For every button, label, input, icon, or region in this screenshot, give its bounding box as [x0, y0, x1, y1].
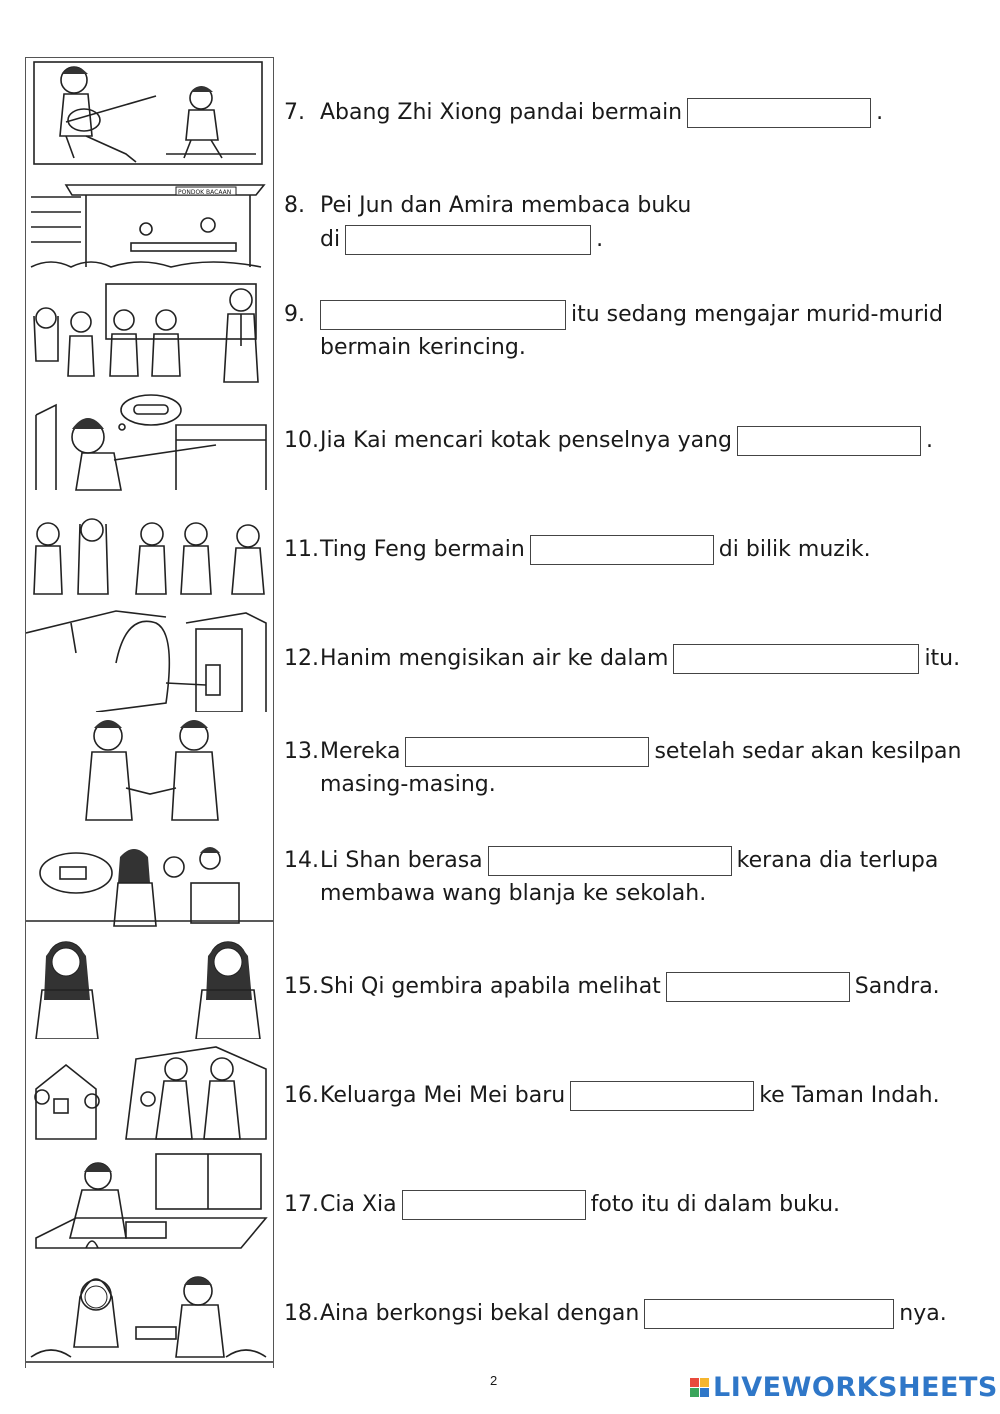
moving-house-icon [26, 1039, 273, 1149]
question-text: Li Shan berasa [320, 848, 483, 873]
question-text: Keluarga Mei Mei baru [320, 1083, 566, 1108]
sharing-food-icon [26, 1257, 273, 1368]
answer-box[interactable] [673, 644, 919, 674]
question-number: 17. [284, 1192, 319, 1217]
question-number: 18. [284, 1301, 319, 1326]
question-text: . [926, 428, 933, 453]
answer-box[interactable] [402, 1190, 586, 1220]
answer-box[interactable] [737, 426, 921, 456]
question-13 [284, 735, 961, 801]
question-text: . [876, 100, 884, 125]
question-7 [284, 96, 883, 129]
question-text: Jia Kai mencari kotak penselnya yang [320, 428, 732, 453]
handshake-icon [26, 712, 273, 822]
question-16 [284, 1079, 940, 1112]
teacher-class-icon [26, 276, 273, 386]
answer-box[interactable] [570, 1081, 754, 1111]
question-number: 16. [284, 1083, 319, 1108]
question-text: Mereka [320, 739, 401, 764]
question-text-line2: masing-masing. [320, 772, 496, 797]
music-room-icon [26, 494, 273, 604]
question-number: 11. [284, 537, 319, 562]
question-text: Ting Feng bermain [320, 537, 525, 562]
question-number: 15. [284, 974, 319, 999]
question-8-line2 [284, 223, 603, 256]
question-text-line2: membawa wang blanja ke sekolah. [320, 881, 707, 906]
answer-box[interactable] [345, 225, 591, 255]
logo-grid-icon [690, 1378, 709, 1397]
question-number: 12. [284, 646, 319, 671]
answer-box[interactable] [405, 737, 649, 767]
question-text: kerana dia terlupa [736, 848, 939, 873]
girl-desk-icon [26, 1148, 273, 1258]
question-text: itu. [924, 646, 961, 671]
boy-guitar-icon [26, 58, 273, 168]
question-14 [284, 844, 938, 910]
question-text: Abang Zhi Xiong pandai bermain [320, 100, 683, 125]
question-text: di bilik muzik. [718, 537, 871, 562]
hut-sign: PONDOK BACAAN [178, 189, 232, 196]
answer-box[interactable] [488, 846, 732, 876]
question-text-line2: bermain kerincing. [320, 335, 526, 360]
question-text: Cia Xia [320, 1192, 397, 1217]
illustration-column [25, 57, 274, 1368]
question-9 [284, 298, 943, 364]
question-11 [284, 533, 871, 566]
question-text: di [320, 227, 341, 252]
question-number: 10. [284, 428, 319, 453]
question-10 [284, 424, 933, 457]
answer-box[interactable] [320, 300, 566, 330]
liveworksheets-logo[interactable] [690, 1372, 998, 1403]
question-text: Shi Qi gembira apabila melihat [320, 974, 661, 999]
question-12 [284, 642, 960, 675]
question-number: 13. [284, 739, 319, 764]
page-number: 2 [490, 1373, 498, 1388]
question-text: itu sedang mengajar murid-murid [571, 302, 943, 327]
worried-girl-icon [26, 821, 273, 931]
two-girls-icon [26, 930, 273, 1040]
brand-name: LIVEWORKSHEETS [713, 1372, 998, 1403]
question-text: ke Taman Indah. [759, 1083, 940, 1108]
answer-box[interactable] [687, 98, 871, 128]
question-text: Pei Jun dan Amira membaca buku [320, 193, 692, 218]
question-text: Aina berkongsi bekal dengan [320, 1301, 640, 1326]
question-number: 7. [284, 100, 305, 125]
question-number: 8. [284, 193, 305, 218]
answer-box[interactable] [644, 1299, 894, 1329]
answer-box[interactable] [530, 535, 714, 565]
reading-hut-icon [26, 167, 273, 277]
question-text: foto itu di dalam buku. [590, 1192, 841, 1217]
question-18 [284, 1297, 947, 1330]
question-8 [284, 189, 691, 222]
question-15 [284, 970, 940, 1003]
question-17 [284, 1188, 840, 1221]
question-number: 9. [284, 302, 305, 327]
question-text: Sandra. [854, 974, 940, 999]
question-text: Hanim mengisikan air ke dalam [320, 646, 669, 671]
answer-box[interactable] [666, 972, 850, 1002]
question-text: setelah sedar akan kesilpan [654, 739, 962, 764]
search-desk-icon [26, 385, 273, 495]
water-dispenser-icon [26, 603, 273, 713]
question-text: . [596, 227, 604, 252]
question-text: nya. [899, 1301, 947, 1326]
question-number: 14. [284, 848, 319, 873]
